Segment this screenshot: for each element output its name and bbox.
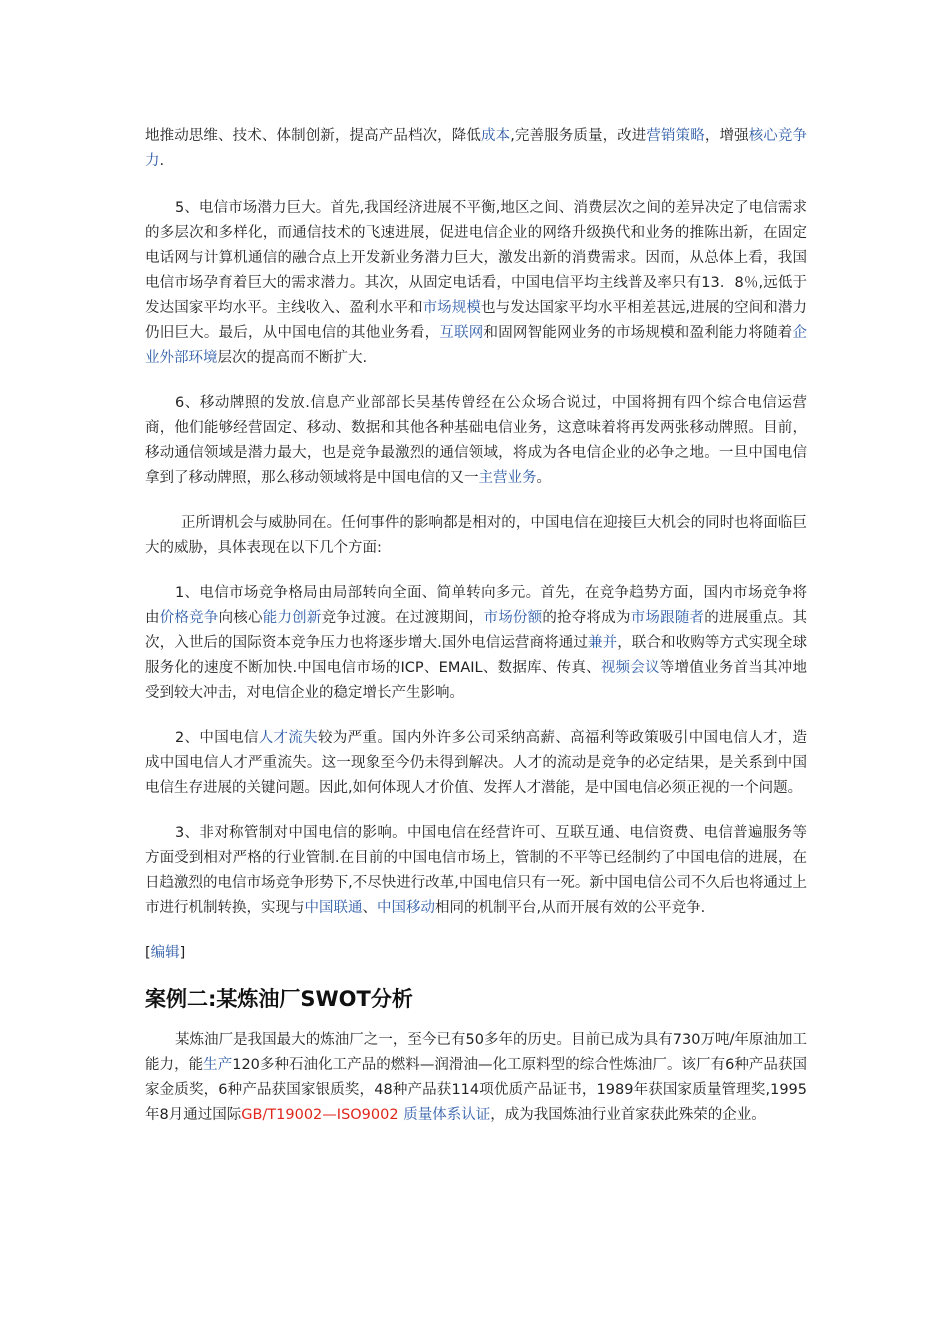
paragraph-continuation [145, 124, 807, 174]
link-video-conference[interactable]: 视频会议 [600, 660, 660, 676]
link-china-unicom[interactable]: 中国联通 [304, 900, 363, 916]
paragraph-threat-1 [145, 581, 807, 706]
text: 2、中国电信 [175, 730, 259, 746]
text: 的抢夺将成为 [542, 610, 631, 626]
link-production[interactable]: 生产 [203, 1057, 233, 1073]
text: 的进展重点。其次，入世后的国际资本竞争压力也将逐步增大.国外电信运营商将通过 [145, 610, 808, 651]
link-external-environment[interactable]: 企业外部环境 [145, 325, 808, 366]
paragraph-market-potential [145, 196, 807, 371]
link-marketing-strategy[interactable]: 营销策略 [646, 128, 705, 144]
text: 。 [536, 470, 551, 486]
text: 5、电信市场潜力巨大。首先,我国经济进展不平衡,地区之间、消费层次之间的差异决定了电信需求的多层次和多样化，而通信技术的飞速进展，促进电信企业的网络升级换代和业务的推陈出新，在固定电话网与计算机通信的融合点上开发新业务潜力巨大，激发出新的消费需求。因而，从总体上看，我国电信市场孕育着巨大的需求潜力。其次，从固定电话看，中国电信平均主线普及率只有13．8％,远低于发达国家平均水平。主线收入、盈利水平和 [145, 200, 807, 316]
text: 竞争过渡。在过渡期间， [321, 610, 484, 626]
text: 3、非对称管制对中国电信的影响。中国电信在经营许可、互联互通、电信资费、电信普遍服务等方面受到相对严格的行业管制.在目前的中国电信市场上，管制的不平等已经制约了中国电信的进展，在日趋激烈的电信市场竞争形势下,不尽快进行改革,中国电信只有一死。新中国电信公司不久后也将通过上市进行机制转换，实现与 [145, 825, 807, 916]
text: 向核心 [218, 610, 263, 626]
link-market-follower[interactable]: 市场跟随者 [630, 610, 705, 626]
link-iso-standard[interactable]: GB/T19002—ISO9002 [241, 1107, 399, 1123]
link-capability-innovation[interactable]: 能力创新 [262, 610, 322, 626]
text: ，联合和收购等方式实现全球服务化的速度不断加快.中国电信市场的ICP、EMAIL、数据库、传真、 [145, 635, 808, 676]
link-internet[interactable]: 互联网 [439, 325, 484, 341]
text: ，增强 [704, 128, 749, 144]
link-main-business[interactable]: 主营业务 [478, 470, 537, 486]
text: 某炼油厂是我国最大的炼油厂之一，至今已有50多年的历史。目前已成为具有730万吨/年原油加工能力，能 [145, 1032, 807, 1073]
text: . [159, 153, 165, 169]
paragraph-threat-3 [145, 821, 807, 921]
text: 1、电信市场竞争格局由局部转向全面、简单转向多元。首先，在竞争趋势方面，国内市场竞争将由 [145, 585, 807, 626]
text: 120多种石油化工产品的燃料—润滑油—化工原料型的综合性炼油厂。该厂有6种产品获国家金质奖，6种产品获国家银质奖，48种产品获114项优质产品证书，1989年获国家质量管理奖,1995年8月通过国际 [145, 1057, 808, 1123]
link-core-competitiveness[interactable]: 核心竞争力 [145, 128, 808, 169]
link-merger[interactable]: 兼并 [587, 635, 618, 651]
text: 6、移动牌照的发放.信息产业部部长吴基传曾经在公众场合说过，中国将拥有四个综合电信运营商，他们能够经营固定、移动、数据和其他各种基础电信业务，这意味着将再发两张移动牌照。目前，移动通信领域是潜力最大，也是竞争最激烈的通信领域，将成为各电信企业的必争之地。一旦中国电信拿到了移动牌照，那么移动领域将是中国电信的又一 [145, 395, 807, 486]
text: 地推动思维、技术、体制创新，提高产品档次，降低 [145, 128, 481, 144]
text: 层次的提高而不断扩大. [217, 350, 368, 366]
text: 、 [362, 900, 377, 916]
link-cost[interactable]: 成本 [481, 128, 511, 144]
link-china-mobile[interactable]: 中国移动 [377, 900, 435, 916]
link-price-competition[interactable]: 价格竞争 [159, 610, 219, 626]
link-market-scale[interactable]: 市场规模 [422, 300, 482, 316]
bracket-open: [ [145, 945, 151, 961]
paragraph-threats-intro [145, 511, 807, 561]
paragraph-threat-2 [145, 726, 807, 801]
edit-link[interactable]: 编辑 [150, 945, 180, 961]
text: 也与发达国家平均水平相差甚远,进展的空间和潜力仍旧巨大。最后，从中国电信的其他业务看， [145, 300, 808, 341]
paragraph-case2 [145, 1028, 807, 1128]
text: 等增值业务首当其冲地受到较大冲击，对电信企业的稳定增长产生影响。 [145, 660, 808, 701]
text: ，成为我国炼油行业首家获此殊荣的企业。 [490, 1107, 766, 1123]
text: 和固网智能网业务的市场规模和盈利能力将随着 [483, 325, 793, 341]
paragraph-mobile-license [145, 391, 807, 491]
link-market-share[interactable]: 市场份额 [483, 610, 543, 626]
text: 较为严重。国内外许多公司采纳高薪、高福利等政策吸引中国电信人才，造成中国电信人才严重流失。这一现象至今仍未得到解决。人才的流动是竞争的必定结果，是关系到中国电信生存进展的关键问题。因此,如何体现人才价值、发挥人才潜能，是中国电信必须正视的一个问题。 [145, 730, 808, 796]
article-body [145, 124, 807, 1148]
link-talent-loss[interactable]: 人才流失 [258, 730, 319, 746]
text: ,完善服务质量，改进 [510, 128, 647, 144]
edit-section [145, 941, 807, 966]
link-quality-certification[interactable]: 质量体系认证 [403, 1107, 491, 1123]
text: 正所谓机会与威胁同在。任何事件的影响都是相对的，中国电信在迎接巨大机会的同时也将面临巨大的威胁，具体表现在以下几个方面: [145, 515, 807, 556]
text: 相同的机制平台,从而开展有效的公平竞争. [435, 900, 706, 916]
section-heading-case2: 案例二:某炼油厂SWOT分析 [145, 987, 413, 1011]
bracket-close: ] [179, 945, 186, 961]
